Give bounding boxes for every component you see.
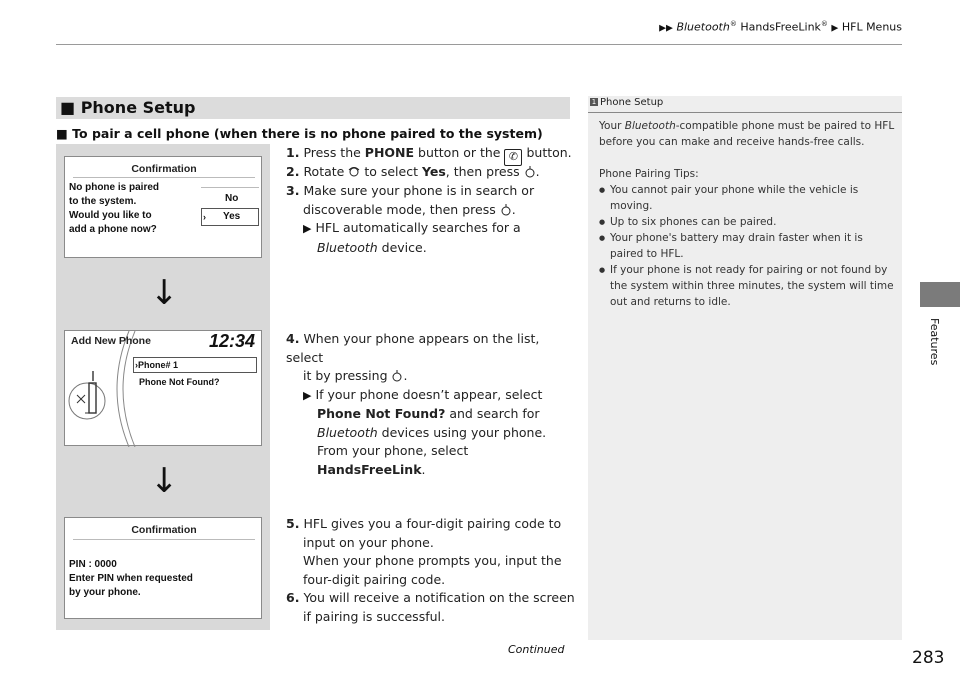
reg-mark: ®: [729, 20, 737, 28]
reg-mark: ®: [820, 20, 828, 28]
screen-title: Add New Phone: [71, 335, 151, 347]
procedure-heading: ■ To pair a cell phone (when there is no phone paired to the system): [56, 126, 543, 141]
screen-message: No phone is paired to the system. Would you like to add a phone now?: [69, 182, 160, 235]
sub-arrow-icon: ▶: [303, 388, 312, 402]
phone-not-found-item[interactable]: Phone Not Found?: [139, 377, 220, 387]
press-knob-icon: [391, 370, 403, 382]
breadcrumb: [0, 20, 902, 34]
page-number: 283: [912, 648, 945, 668]
tip-item: ● If your phone is not ready for pairing or not found by the system within three minutes, the system will time out and returns to idle.: [599, 262, 895, 310]
note-paragraph: Your Bluetooth-compatible phone must be paired to HFL before you can make and receive hands-free calls.: [599, 120, 895, 148]
pin-message: PIN : 0000 Enter PIN when requested by your phone.: [69, 559, 193, 598]
confirmation-screen: [64, 156, 262, 258]
down-arrow-icon: ↓: [150, 461, 179, 501]
step-3: 3. Make sure your phone is in search or discoverable mode, then press . ▶ HFL automatically searches for a Bluetooth device.: [286, 183, 535, 255]
step-6: 6. You will receive a notification on the screen if pairing is successful.: [286, 590, 575, 624]
phone-button-icon: ✆: [504, 149, 522, 166]
chapter-tab: [920, 282, 960, 307]
header-divider: [56, 44, 902, 45]
note-body: [599, 118, 895, 310]
tip-item: ● Up to six phones can be paired.: [599, 214, 895, 230]
selector-caret-icon: ›: [203, 212, 206, 222]
option-yes[interactable]: Yes: [223, 211, 241, 222]
breadcrumb-bluetooth: Bluetooth: [676, 20, 730, 34]
phone-item-1[interactable]: ›Phone# 1: [135, 360, 179, 370]
pin-confirmation-screen: [64, 517, 262, 619]
tip-item: ● You cannot pair your phone while the vehicle is moving.: [599, 182, 895, 214]
breadcrumb-handsfreelink: HandsFreeLink: [740, 20, 821, 34]
down-arrow-icon: ↓: [150, 273, 179, 313]
breadcrumb-arrow-icon: ▶▶: [659, 23, 673, 34]
sub-arrow-icon: ▶: [303, 222, 312, 235]
press-knob-icon: [500, 204, 512, 216]
tips-title: Phone Pairing Tips:: [599, 168, 699, 180]
breadcrumb-arrow-icon: ▶: [831, 23, 839, 34]
selector-knob-icon: [348, 166, 360, 178]
section-title: ■ Phone Setup: [60, 98, 196, 117]
breadcrumb-hfl-menus: HFL Menus: [841, 20, 902, 34]
chapter-label: Features: [928, 318, 941, 366]
continued-label: Continued: [508, 643, 565, 656]
note-divider: [588, 112, 902, 113]
step-1: 1. Press the PHONE button or the ✆ button.: [286, 144, 576, 166]
note-heading: 1 Phone Setup: [591, 97, 664, 108]
press-knob-icon: [524, 166, 536, 178]
clock: 12:34: [209, 331, 256, 351]
screen-divider: [73, 177, 255, 178]
tip-item: ● Your phone's battery may drain faster when it is paired to HFL.: [599, 230, 895, 262]
step-5: 5. HFL gives you a four-digit pairing code to input on your phone. When your phone prompts you, input the four-digit pairing code.: [286, 516, 562, 587]
step-2: 2. Rotate to select Yes, then press .: [286, 164, 540, 179]
screen-title: Confirmation: [131, 524, 197, 536]
step-4: 4. When your phone appears on the list, select it by pressing . ▶ If your phone doesn’t appear, select Phone Not Found? and search for Bluetooth devices using your phone. From your phone, select HandsFreeLink.: [286, 331, 547, 477]
screen-title: Confirmation: [131, 163, 197, 175]
note-icon: 1: [591, 98, 597, 106]
option-no[interactable]: No: [225, 193, 239, 204]
add-phone-screen: [64, 330, 262, 446]
screen-divider: [73, 539, 255, 540]
